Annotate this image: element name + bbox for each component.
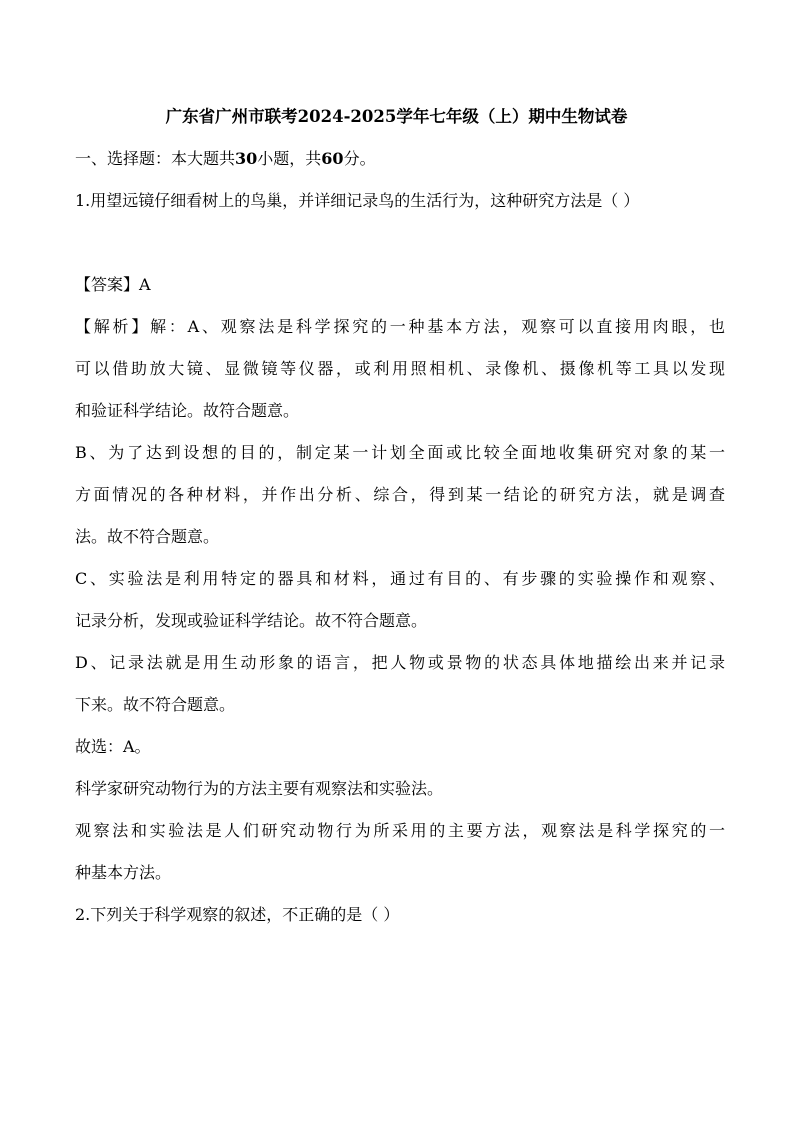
section-suffix: 分。 [343,149,376,168]
q1-analysis-line: 科学家研究动物行为的方法主要有观察法和实验法。 [75,779,444,798]
q1-analysis-line: 可以借助放大镜、显微镜等仪器，或利用照相机、录像机、摄像机等工具以发现 [75,359,725,378]
q1-analysis-line: 法。故不符合题意。 [75,527,220,546]
q1-analysis-line: D、记录法就是用生动形象的语言，把人物或景物的状态具体地描绘出来并记录 [75,653,725,672]
total-score: 60 [321,149,344,168]
q2-stem: 2.下列关于科学观察的叙述，不正确的是（ ） [75,905,400,924]
q1-analysis-line: 【解析】解：A、观察法是科学探究的一种基本方法，观察可以直接用肉眼，也 [75,317,725,336]
q1-answer: 【答案】A [75,275,151,294]
q1-analysis-line: 种基本方法。 [75,863,172,882]
q1-analysis-line: 方面情况的各种材料，并作出分析、综合，得到某一结论的研究方法，就是调查 [75,485,725,504]
q1-selection: 故选：A。 [75,737,151,756]
exam-title: 广东省广州市联考2024-2025学年七年级（上）期中生物试卷 [165,107,628,126]
q1-analysis-line: 和验证科学结论。故符合题意。 [75,401,300,420]
q1-analysis-line: 下来。故不符合题意。 [75,695,236,714]
section-mid: 小题，共 [257,149,322,168]
q1-analysis-line: C、实验法是利用特定的器具和材料，通过有目的、有步骤的实验操作和观察、 [75,569,725,588]
q1-analysis-line: 记录分析，发现或验证科学结论。故不符合题意。 [75,611,428,630]
q1-stem: 1.用望远镜仔细看树上的鸟巢，并详细记录鸟的生活行为，这种研究方法是（ ） [75,191,640,210]
q1-analysis-line: B、为了达到设想的目的，制定某一计划全面或比较全面地收集研究对象的某一 [75,443,725,462]
section-header [75,148,725,170]
section-prefix: 一、选择题：本大题共 [75,149,236,168]
q1-analysis-line: 观察法和实验法是人们研究动物行为所采用的主要方法，观察法是科学探究的一 [75,821,725,840]
question-count: 30 [235,149,258,168]
